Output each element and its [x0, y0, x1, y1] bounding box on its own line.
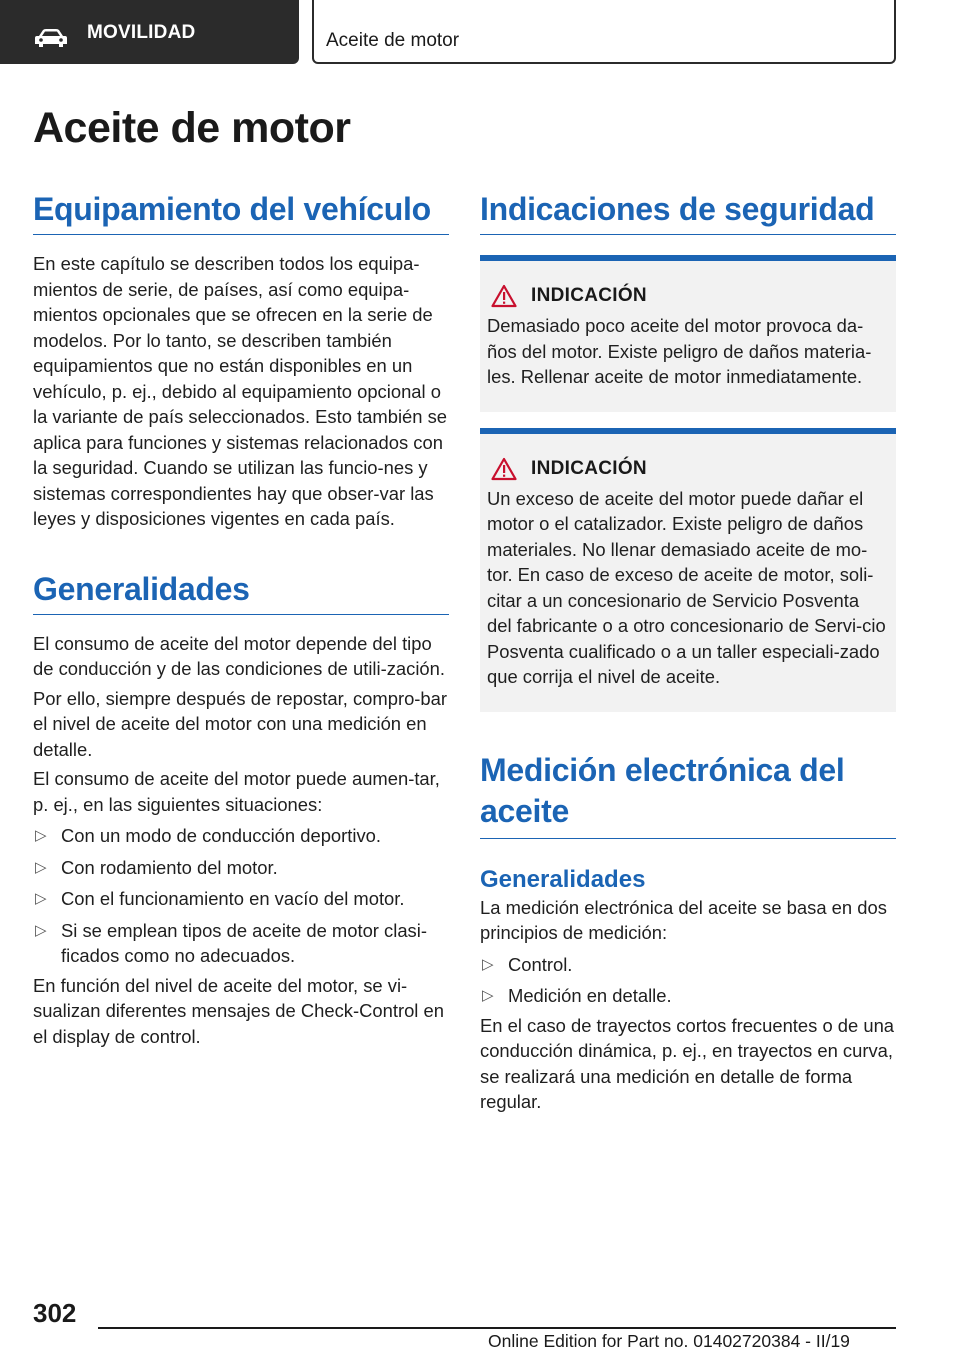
breadcrumb-label: Aceite de motor — [326, 30, 460, 51]
safety-heading: Indicaciones de seguridad — [480, 190, 896, 235]
notice-title: INDICACIÓN — [531, 285, 647, 306]
triangle-bullet-icon: ▷ — [35, 921, 47, 939]
general-paragraph-2: Por ello, siempre después de repostar, compro-bar el nivel de aceite del motor con una medición en detalle. — [33, 687, 447, 760]
page-title: Aceite de motor — [33, 104, 351, 152]
triangle-bullet-icon: ▷ — [482, 955, 494, 973]
left-column — [33, 190, 449, 1049]
list-item: ▷ Medición en detalle. — [480, 983, 896, 1009]
notice-box — [480, 255, 896, 412]
notice-box — [480, 428, 896, 712]
triangle-bullet-icon: ▷ — [35, 890, 47, 907]
measurement-subheading: Generalidades — [480, 865, 646, 893]
general-heading: Generalidades — [33, 570, 449, 615]
measurement-paragraph-2: En el caso de trayectos cortos frecuentes o de una conducción dinámica, p. ej., en trayectos en curva, se realizará una medición en detalle de forma regular. — [480, 1014, 895, 1112]
notice-text: Un exceso de aceite del motor puede dañar el motor o el catalizador. Existe peligro de daños materiales. No llenar demasiado aceite de mo-tor. En caso de exceso de aceite de motor, soli-citar a un concesionario de Servicio Posventa del fabricante o a otro concesionario de Servi-cio Posventa cualificado o a un taller especiali-zado que corrija el nivel de aceite. — [487, 487, 886, 687]
section-tab[interactable] — [0, 0, 299, 64]
general-paragraph-3: El consumo de aceite del motor puede aumen-tar, p. ej., en las siguientes situaciones: — [33, 768, 440, 815]
measurement-paragraph-1: La medición electrónica del aceite se basa en dos principios de medición: — [480, 896, 887, 943]
footer-divider — [98, 1327, 896, 1329]
triangle-bullet-icon: ▷ — [35, 858, 47, 876]
notice-text: Demasiado poco aceite del motor provoca da-ños del motor. Existe peligro de daños materia-les. Rellenar aceite de motor inmediatamente. — [487, 315, 872, 387]
right-column — [480, 190, 896, 1115]
general-paragraph-4: En función del nivel de aceite del motor, se vi-sualizan diferentes mensajes de Check-Control en el display de control. — [33, 974, 444, 1047]
breadcrumb — [312, 0, 896, 64]
triangle-bullet-icon: ▷ — [35, 827, 47, 844]
list-item: ▷ Si se emplean tipos de aceite de motor clasi-ficados como no adecuados. — [35, 919, 427, 966]
section-label: MOVILIDAD — [87, 22, 196, 43]
equipment-heading: Equipamiento del vehículo — [33, 190, 449, 235]
measurement-list — [480, 952, 896, 1009]
list-item: ▷ Control. — [480, 952, 896, 978]
edition-note: Online Edition for Part no. 01402720384 - II/19 — [488, 1331, 850, 1351]
car-icon — [34, 28, 68, 48]
triangle-bullet-icon: ▷ — [482, 987, 494, 1004]
warning-icon — [491, 284, 517, 308]
consumption-list — [33, 823, 449, 969]
warning-icon — [491, 457, 517, 481]
list-item: ▷ Con un modo de conducción deportivo. — [33, 823, 449, 849]
measurement-heading: Medición electrónica del aceite — [480, 750, 896, 839]
page-number: 302 — [33, 1298, 77, 1328]
equipment-text: En este capítulo se describen todos los equipa-mientos de serie, de países, así como equipa-mientos opcionales que se ofrecen en la serie de modelos. Por lo tanto, se describen también equipamientos que no están disponibles en un vehículo, p. ej., debido al equipamiento opcional o la variante de país seleccionados. Esto también se aplica para funciones y sistemas relacionados con la seguridad. Cuando se utilizan las funcio-nes y sistemas correspondientes hay que obser-var las leyes y disposiciones vigentes en cada país. — [33, 253, 448, 529]
notice-title: INDICACIÓN — [531, 457, 647, 479]
list-item: ▷ Con el funcionamiento en vacío del motor. — [33, 886, 449, 912]
general-paragraph-1: El consumo de aceite del motor depende del tipo de conducción y de las condiciones de utili-zación. — [33, 632, 445, 679]
list-item: ▷ Con rodamiento del motor. — [33, 855, 449, 881]
